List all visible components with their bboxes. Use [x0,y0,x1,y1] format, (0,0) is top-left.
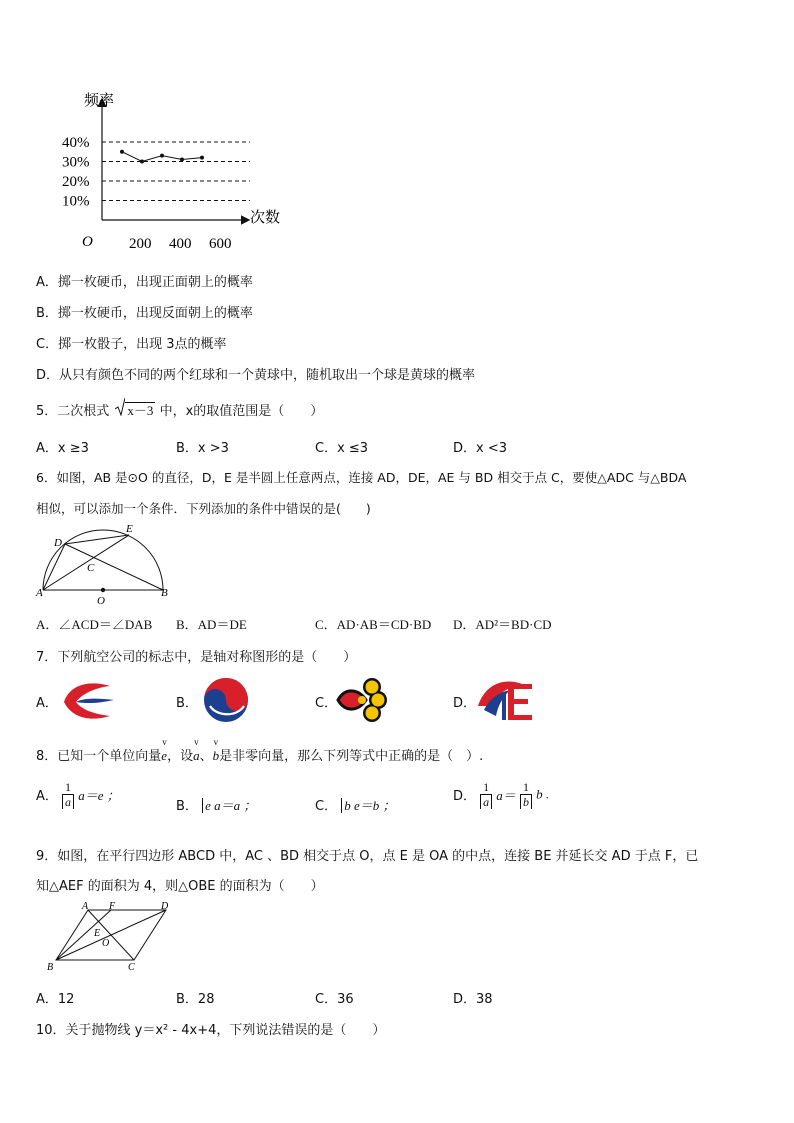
q8-option-a-num: 1 [65,780,72,794]
q9-option-a: A．12 [36,992,75,1007]
x-tick-label: 400 [169,236,192,252]
label-f: F [109,901,116,912]
q6-semicircle-figure [34,522,174,606]
label-o: O [97,595,105,606]
data-point [140,160,144,164]
q4-option-c: C．掷一枚骰子，出现 3点的概率 [36,337,227,352]
q8-option-a-fraction [62,780,74,809]
origin-label: O [82,234,93,250]
q8-stem [36,737,484,764]
q8-option-d-fraction-1: $\frac{1}{a}$ [480,780,492,809]
q4-option-a: A．掷一枚硬币，出现正面朝上的概率 [36,275,253,290]
q6-option-a: A．∠ACD＝∠DAB [36,617,153,632]
q8-text-a: 8．已知一个单位向量 [36,749,162,764]
logo-thai-airways-icon [334,676,388,724]
q8-option-c [315,795,396,814]
label-c: C [87,562,95,574]
x-axis-label: 次数 [250,210,281,226]
q8-option-b [176,795,256,814]
q8-option-a-label: A． [36,789,58,804]
y-tick-label: 20% [62,174,90,190]
q8-option-d [453,780,549,828]
q5-option-c: C．x ≤3 [315,441,369,456]
q8-option-b-expr: e a＝a ； [202,798,256,813]
q8-option-d-fraction-2: $\frac{1}{b}$ [520,780,532,809]
q5-option-a: A．x ≥3 [36,441,89,456]
q5-radicand: x－3 [127,403,154,418]
chart-svg [50,82,300,257]
q5-option-d: D．x <3 [453,441,507,456]
q8-option-c-label: C． [315,799,338,814]
label-o: O [102,938,110,949]
q7-option-a-label: A． [36,696,58,711]
q9-option-d: D．38 [453,992,493,1007]
q4-option-b: B．掷一枚硬币，出现反面朝上的概率 [36,306,253,321]
q9-line-2: 知△AEF 的面积为 4，则△OBE 的面积为（ ） [36,879,324,894]
q9-parallelogram-figure [44,900,174,974]
q6-line-1: 6．如图，AB 是⊙O 的直径，D，E 是半圆上任意两点，连接 AD，DE，AE 与 BD 相交于点 C，要使△ADC 与△BDA [36,470,687,485]
q6-option-c: C．AD·AB＝CD·BD [315,617,432,632]
q8-option-d-mid: a＝ [496,788,516,803]
q8-vector-a: v a [193,737,200,763]
q9-line-1: 9．如图，在平行四边形 ABCD 中，AC 、BD 相交于点 O，点 E 是 OA 的中点，连接 BE 并延长交 AD 于点 F，已 [36,849,699,864]
q6-option-d: D．AD²＝BD·CD [453,617,552,632]
q6-line-2: 相似，可以添加一个条件．下列添加的条件中错误的是( ) [36,501,371,516]
label-d: D [161,901,169,912]
label-e: E [94,928,101,939]
data-point [120,150,124,154]
q7-option-b-label: B． [176,696,198,711]
q8-text-b: ，设 [167,749,194,764]
q10-stem: 10．关于抛物线 y＝x² - 4x+4，下列说法错误的是（ ） [36,1023,386,1038]
q8-option-d-label: D． [453,789,477,804]
label-d: D [54,537,62,549]
q9-option-c: C．36 [315,992,354,1007]
y-tick-label: 30% [62,154,90,171]
q5-prefix: 5．二次根式 [36,404,110,419]
q7-option-d-label: D． [453,696,477,711]
x-tick-label: 200 [129,236,152,252]
q7-stem: 7．下列航空公司的标志中，是轴对称图形的是（ ） [36,650,357,665]
data-point [160,154,164,158]
q8-vector-e: v e [161,737,168,763]
q9-option-b: B．28 [176,992,215,1007]
label-b: B [47,962,54,973]
q8-text-c: 是非零向量，那么下列等式中正确的是（ ）. [219,749,484,764]
q5-suffix: 中，x的取值范围是（ ） [159,404,324,419]
y-tick-label: 40% [62,135,90,151]
label-a: A [82,901,89,912]
logo-korean-air-icon [202,676,250,724]
x-tick-label: 600 [209,236,232,252]
radical-sign [115,398,125,416]
q8-option-a [36,780,120,828]
label-b: B [161,587,168,599]
data-point [200,156,204,160]
q5-radical [115,400,155,419]
logo-malaysia-airlines-icon [476,676,538,724]
logo-china-eastern-icon [60,676,116,724]
q4-option-d: D．从只有颜色不同的两个红球和一个黄球中，随机取出一个球是黄球的概率 [36,368,476,383]
q8-option-a-den: a [62,794,74,809]
q7-option-c-label: C． [315,696,338,711]
segment-de [65,535,129,544]
q8-option-b-label: B． [176,799,198,814]
label-a: A [36,587,43,599]
y-tick-label: 10% [62,193,90,210]
y-axis-label: 频率 [84,93,115,109]
data-point [180,158,184,162]
q8-option-d-rest: b . [536,786,550,802]
q5-stem [36,400,323,419]
q8-option-a-rest: a＝e ； [78,788,120,803]
label-c: C [128,962,135,973]
q8-option-c-expr: b e＝b ； [341,798,395,813]
q6-option-b: B．AD＝DE [176,617,247,632]
q5-option-b: B．x >3 [176,441,229,456]
frequency-chart [50,82,300,257]
q8-vector-b: v b [212,737,220,763]
center-point [101,588,105,592]
q8-sep: 、 [199,749,213,764]
label-e: E [126,523,133,535]
